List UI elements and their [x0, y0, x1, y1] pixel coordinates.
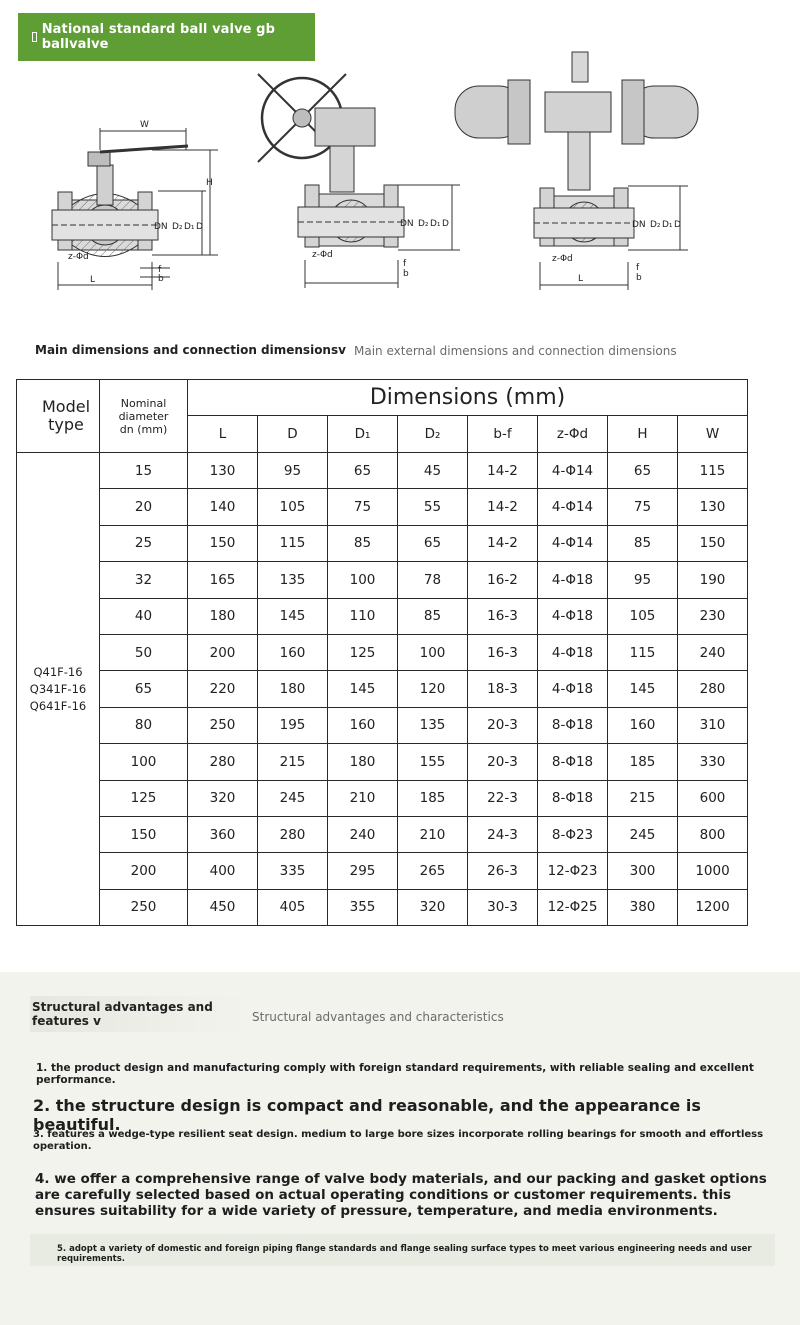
dimension-cell: 115 [678, 453, 748, 489]
table-row [17, 889, 748, 925]
dimension-cell: 4-Φ18 [538, 562, 608, 598]
table-row [17, 671, 748, 707]
dimension-cell: 4-Φ14 [538, 489, 608, 525]
feature-3: 3. features a wedge-type resilient seat design. medium to large bore sizes incorporate rolling bearings for smooth and effortless operation. [33, 1129, 764, 1152]
model-type-cell [17, 453, 100, 926]
dimension-cell: 215 [258, 744, 328, 780]
dimension-cell: 160 [258, 634, 328, 670]
dimension-cell: 330 [678, 744, 748, 780]
label-d-3: D [674, 220, 681, 230]
section-features-subtitle: Structural advantages and characteristics [252, 1010, 504, 1024]
dimension-cell: 22-3 [468, 780, 538, 816]
feature-2: 2. the structure design is compact and reasonable, and the appearance is beautiful. [33, 1096, 701, 1134]
nominal-diameter-cell: 80 [100, 707, 188, 743]
dimension-cell: 135 [398, 707, 468, 743]
dimension-cell: 4-Φ14 [538, 453, 608, 489]
dimension-cell: 4-Φ18 [538, 671, 608, 707]
dimension-cell: 145 [328, 671, 398, 707]
dimension-cell: 160 [608, 707, 678, 743]
dimension-cell: 4-Φ14 [538, 525, 608, 561]
dimension-cell: 150 [188, 525, 258, 561]
dimension-cell: 800 [678, 816, 748, 852]
dimension-cell: 180 [328, 744, 398, 780]
column-header: D [258, 416, 328, 453]
dimension-cell: 115 [608, 634, 678, 670]
nominal-diameter-cell: 200 [100, 853, 188, 889]
dimension-cell: 85 [328, 525, 398, 561]
label-b-3: b [636, 273, 642, 283]
dimension-cell: 130 [188, 453, 258, 489]
dimension-cell: 100 [398, 634, 468, 670]
dimension-cell: 380 [608, 889, 678, 925]
dimensions-header: Dimensions (mm) [188, 380, 748, 416]
dimension-cell: 245 [608, 816, 678, 852]
table-row [17, 780, 748, 816]
dimension-cell: 16-3 [468, 634, 538, 670]
label-d2-3: D₂ [650, 220, 661, 230]
gear-ball-valve-drawing [258, 74, 460, 288]
pneumatic-ball-valve-drawing [455, 52, 698, 290]
label-d2: D₂ [172, 222, 183, 232]
dimension-cell: 355 [328, 889, 398, 925]
dimension-cell: 245 [258, 780, 328, 816]
dimension-cell: 65 [608, 453, 678, 489]
nominal-header-line: Nominal [120, 396, 167, 410]
table-row [17, 634, 748, 670]
dimension-cell: 210 [398, 816, 468, 852]
model-name: Q341F-16 [29, 681, 87, 696]
dimension-cell: 75 [608, 489, 678, 525]
column-header: D₂ [398, 416, 468, 453]
dimension-cell: 16-3 [468, 598, 538, 634]
label-h: H [206, 178, 213, 188]
dimension-cell: 190 [678, 562, 748, 598]
dimension-cell: 185 [608, 744, 678, 780]
dimension-cell: 8-Φ18 [538, 780, 608, 816]
nominal-diameter-header [100, 380, 188, 453]
label-z-phi-d-3: z-Φd [552, 254, 573, 264]
section-features-title: Structural advantages and features v [32, 1000, 213, 1028]
dimension-cell: 145 [258, 598, 328, 634]
label-f-2: f [403, 259, 407, 269]
dimension-cell: 215 [608, 780, 678, 816]
dimension-cell: 280 [188, 744, 258, 780]
dimension-cell: 12-Φ23 [538, 853, 608, 889]
dimension-cell: 14-2 [468, 525, 538, 561]
column-header: W [678, 416, 748, 453]
nominal-header-line: dn (mm) [119, 422, 168, 436]
dimension-cell: 110 [328, 598, 398, 634]
dimension-cell: 165 [188, 562, 258, 598]
label-dn-3: DN [632, 220, 646, 230]
column-header: z-Φd [538, 416, 608, 453]
label-b-2: b [403, 269, 409, 279]
dimension-cell: 310 [678, 707, 748, 743]
dimension-cell: 135 [258, 562, 328, 598]
dimension-cell: 26-3 [468, 853, 538, 889]
label-f-3: f [636, 263, 640, 273]
label-d: D [196, 222, 203, 232]
dimension-cell: 210 [328, 780, 398, 816]
nominal-diameter-cell: 125 [100, 780, 188, 816]
column-header: b-f [468, 416, 538, 453]
dimension-cell: 1200 [678, 889, 748, 925]
dimension-cell: 4-Φ18 [538, 634, 608, 670]
dimension-cell: 85 [608, 525, 678, 561]
model-name: Q41F-16 [33, 664, 83, 679]
dimension-cell: 220 [188, 671, 258, 707]
column-header: L [188, 416, 258, 453]
dimension-cell: 78 [398, 562, 468, 598]
dimension-cell: 400 [188, 853, 258, 889]
dimension-cell: 600 [678, 780, 748, 816]
column-header: D₁ [328, 416, 398, 453]
dimension-cell: 8-Φ18 [538, 744, 608, 780]
nominal-diameter-cell: 15 [100, 453, 188, 489]
label-z-phi-d-2: z-Φd [312, 250, 333, 260]
feature-5: 5. adopt a variety of domestic and foreign piping flange standards and flange sealing surface types to meet various engineering needs and user requirements. [57, 1244, 752, 1264]
label-d1: D₁ [184, 222, 195, 232]
nominal-diameter-cell: 50 [100, 634, 188, 670]
dimension-cell: 65 [398, 525, 468, 561]
dimension-cell: 250 [188, 707, 258, 743]
dimension-cell: 230 [678, 598, 748, 634]
table-row [17, 525, 748, 561]
nominal-diameter-cell: 65 [100, 671, 188, 707]
dimension-cell: 1000 [678, 853, 748, 889]
dimension-cell: 95 [608, 562, 678, 598]
dimension-cell: 20-3 [468, 744, 538, 780]
nominal-diameter-cell: 20 [100, 489, 188, 525]
dimension-cell: 115 [258, 525, 328, 561]
dimension-cell: 195 [258, 707, 328, 743]
nominal-header-line: diameter [118, 409, 169, 423]
dimension-cell: 30-3 [468, 889, 538, 925]
dimension-cell: 85 [398, 598, 468, 634]
dimension-cell: 360 [188, 816, 258, 852]
dimension-cell: 185 [398, 780, 468, 816]
table-row [17, 816, 748, 852]
table-row [17, 598, 748, 634]
dimension-cell: 75 [328, 489, 398, 525]
nominal-diameter-cell: 25 [100, 525, 188, 561]
dimension-cell: 18-3 [468, 671, 538, 707]
label-f: f [158, 265, 162, 275]
feature-4: 4. we offer a comprehensive range of valve body materials, and our packing and gasket options are carefully selected based on actual operating conditions or customer requirements. this ensures suitability for a wide variety of pressure, temperature, and media environments. [35, 1171, 767, 1219]
dimension-cell: 295 [328, 853, 398, 889]
nominal-diameter-cell: 100 [100, 744, 188, 780]
lever-ball-valve-drawing [52, 128, 218, 290]
label-l-3: L [578, 274, 584, 284]
dimension-cell: 105 [608, 598, 678, 634]
dimension-cell: 16-2 [468, 562, 538, 598]
dimension-cell: 12-Φ25 [538, 889, 608, 925]
dimension-cell: 265 [398, 853, 468, 889]
label-d-2: D [442, 219, 449, 229]
dimension-cell: 55 [398, 489, 468, 525]
dimension-cell: 155 [398, 744, 468, 780]
dimension-cell: 200 [188, 634, 258, 670]
table-row [17, 744, 748, 780]
dimensions-table [16, 379, 748, 926]
label-dn: DN [154, 222, 168, 232]
table-row [17, 453, 748, 489]
dimension-cell: 320 [188, 780, 258, 816]
label-b: b [158, 274, 164, 284]
section-dimensions-title: Main dimensions and connection dimensionsv [35, 343, 346, 357]
dimension-cell: 320 [398, 889, 468, 925]
dimension-cell: 4-Φ18 [538, 598, 608, 634]
dimension-cell: 14-2 [468, 453, 538, 489]
dimension-cell: 335 [258, 853, 328, 889]
label-d2-2: D₂ [418, 219, 429, 229]
nominal-diameter-cell: 40 [100, 598, 188, 634]
nominal-diameter-cell: 250 [100, 889, 188, 925]
dimension-cell: 8-Φ23 [538, 816, 608, 852]
dimension-cell: 450 [188, 889, 258, 925]
dimension-cell: 300 [608, 853, 678, 889]
label-dn-2: DN [400, 219, 414, 229]
nominal-diameter-cell: 150 [100, 816, 188, 852]
feature-1: 1. the product design and manufacturing comply with foreign standard requirements, with reliable sealing and excellent performance. [36, 1062, 754, 1086]
dimension-cell: 280 [258, 816, 328, 852]
label-d1-3: D₁ [662, 220, 673, 230]
dimension-cell: 20-3 [468, 707, 538, 743]
column-header: H [608, 416, 678, 453]
dimension-cell: 150 [678, 525, 748, 561]
dimension-cell: 240 [328, 816, 398, 852]
label-w: W [140, 120, 149, 130]
table-row [17, 853, 748, 889]
dimension-cell: 125 [328, 634, 398, 670]
dimension-cell: 120 [398, 671, 468, 707]
dimension-cell: 130 [678, 489, 748, 525]
model-name: Q641F-16 [29, 698, 87, 713]
dimension-cell: 160 [328, 707, 398, 743]
table-row [17, 707, 748, 743]
label-d1-2: D₁ [430, 219, 441, 229]
dimension-cell: 100 [328, 562, 398, 598]
dimension-cell: 180 [258, 671, 328, 707]
table-row [17, 562, 748, 598]
dimension-cell: 95 [258, 453, 328, 489]
dimension-cell: 105 [258, 489, 328, 525]
dimension-cell: 24-3 [468, 816, 538, 852]
nominal-diameter-cell: 32 [100, 562, 188, 598]
section-dimensions-subtitle: Main external dimensions and connection dimensions [354, 344, 677, 358]
label-l: L [90, 275, 96, 285]
dimension-cell: 145 [608, 671, 678, 707]
dimension-cell: 140 [188, 489, 258, 525]
dimension-cell: 405 [258, 889, 328, 925]
dimension-cell: 240 [678, 634, 748, 670]
dimension-cell: 180 [188, 598, 258, 634]
dimension-cell: 8-Φ18 [538, 707, 608, 743]
dimension-cell: 65 [328, 453, 398, 489]
dimension-cell: 280 [678, 671, 748, 707]
banner-title: National standard ball valve gb ballvalve [41, 22, 275, 52]
dimension-cell: 14-2 [468, 489, 538, 525]
label-z-phi-d: z-Φd [68, 252, 89, 262]
model-type-header: Model type [17, 380, 100, 453]
table-row [17, 489, 748, 525]
dimension-cell: 45 [398, 453, 468, 489]
valve-technical-drawings [0, 40, 800, 300]
